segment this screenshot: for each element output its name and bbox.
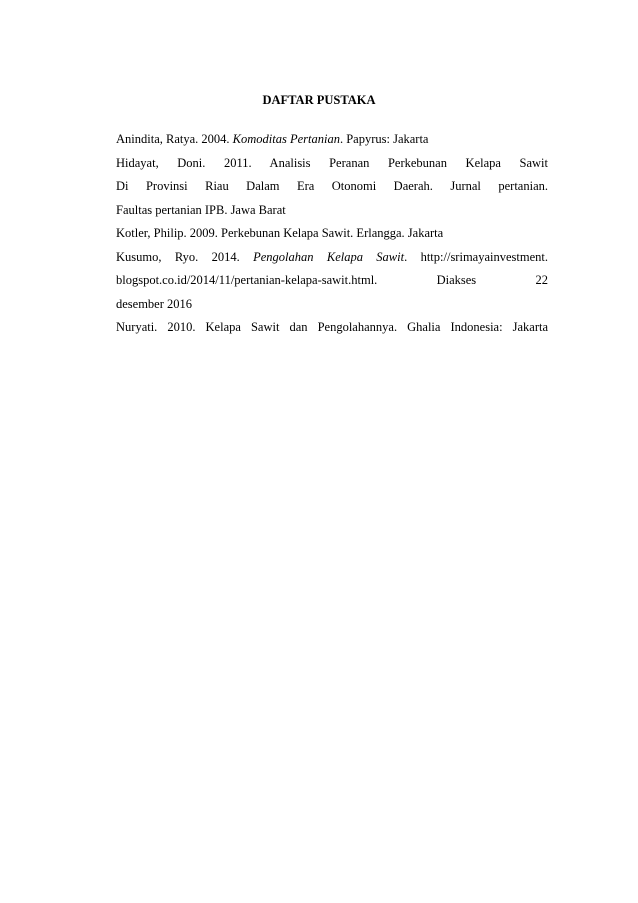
page-title: DAFTAR PUSTAKA: [262, 93, 376, 107]
reference-4-line-3: desember 2016: [116, 296, 193, 311]
reference-entry-3: [116, 222, 548, 246]
reference-2-line-2: Di Provinsi Riau Dalam Era Otonomi Daerah. Jurnal pertanian.: [116, 179, 548, 193]
reference-1-title: Komoditas Pertanian: [232, 132, 340, 146]
reference-entry-5: [116, 316, 548, 340]
reference-4-url-start: . http://srimayainvestment.: [404, 249, 548, 264]
reference-4-title: Pengolahan Kelapa Sawit: [253, 249, 405, 264]
reference-5-text: Nuryati. 2010. Kelapa Sawit dan Pengolahannya. Ghalia Indonesia: Jakarta: [116, 320, 548, 334]
reference-1-publisher: . Papyrus: Jakarta: [339, 132, 429, 146]
reference-entry-4: [116, 246, 548, 317]
reference-1-author-year: Anindita, Ratya. 2004.: [116, 132, 233, 146]
reference-4-line-2: blogspot.co.id/2014/11/pertanian-kelapa-sawit.html. Diakses 22: [116, 273, 548, 287]
reference-4-author-year: Kusumo, Ryo. 2014.: [116, 249, 254, 264]
reference-3-text: Kotler, Philip. 2009. Perkebunan Kelapa Sawit. Erlangga. Jakarta: [116, 226, 444, 240]
reference-entry-2: [116, 152, 548, 223]
reference-entry-1: [116, 128, 548, 152]
reference-2-line-1: Hidayat, Doni. 2011. Analisis Peranan Perkebunan Kelapa Sawit: [116, 155, 548, 170]
reference-list: [116, 128, 548, 340]
reference-2-line-3: Faultas pertanian IPB. Jawa Barat: [116, 202, 286, 217]
reference-4-line-1: [116, 246, 548, 270]
